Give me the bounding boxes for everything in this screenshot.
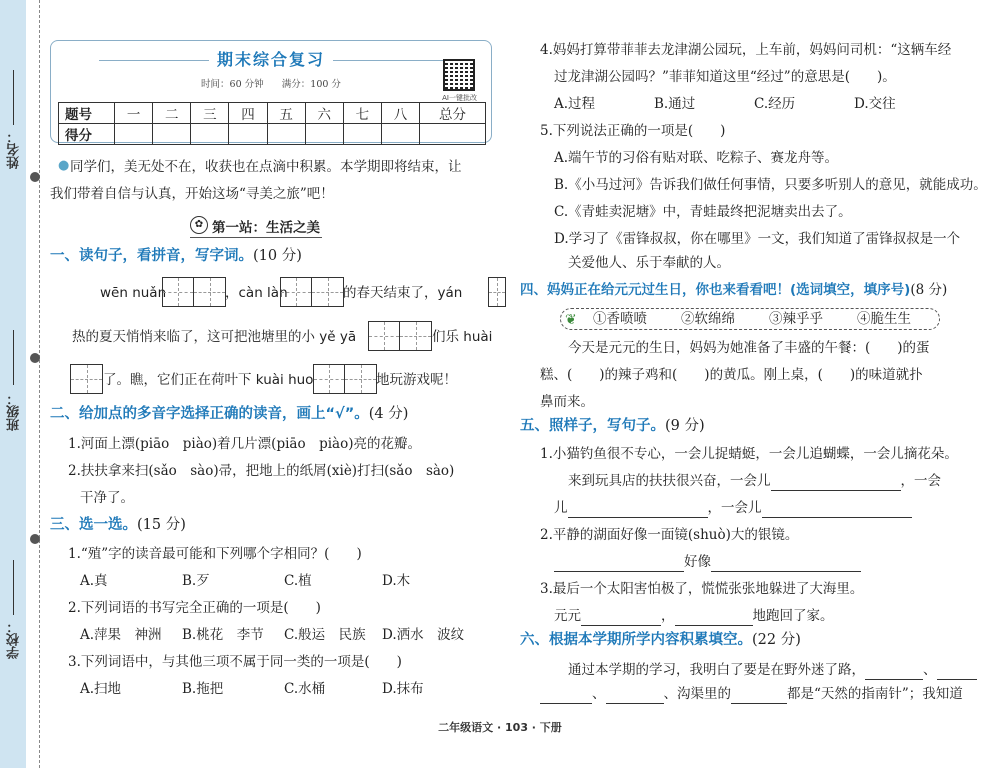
score-cell[interactable] [191,124,229,145]
location-pin-icon: ● [58,158,70,173]
answer-prompt: ，一会儿 [707,500,762,516]
passage-line: 今天是元元的生日，妈妈为她准备了丰盛的午餐：( )的蛋 [568,340,930,356]
option-c[interactable]: C.经历 [754,96,796,112]
passage-fragment: 都是“天然的指南针”；我知道 [787,686,963,702]
page-footer: 二年级语文 · 103 · 下册 [438,721,562,734]
tianzige-box[interactable] [70,364,103,394]
section-title: 一、读句子，看拼音，写字词。 [50,248,253,264]
table-cell: 总分 [420,103,486,124]
section-points: (8 分) [910,282,948,298]
answer-prompt: ，一会 [900,473,941,489]
section-title: 四、妈妈正在给元元过生日，你也来看看吧！(选词填空，填序号) [520,282,911,298]
answer-prompt: 儿 [554,500,568,516]
passage-fragment: 、沟渠里的 [663,686,731,702]
table-cell: 三 [191,103,229,124]
option-d[interactable]: D.抹布 [382,681,424,697]
table-cell: 八 [381,103,419,124]
section-points: (9 分) [665,418,705,434]
section-heading [520,416,705,436]
question-text: 2.扶扶拿来扫(sǎo sào)帚，把地上的纸屑(xiè)打扫(sǎo sào) [68,463,455,479]
section-heading [520,280,947,300]
answer-prompt: 好像 [684,554,711,570]
section-title: 五、照样子，写句子。 [520,418,665,434]
pinyin-text: 们乐 huài [432,329,493,345]
section-title: 三、选一选。 [50,517,137,533]
pinyin-text: 的春天结束了，yán [343,285,463,301]
exam-full-score: 满分：100 分 [281,79,341,90]
question-text: 3.最后一个太阳害怕极了，慌慌张张地躲进了大海里。 [540,581,864,597]
answer-blank[interactable] [731,688,787,704]
section-title: 二、给加点的多音字选择正确的读音，画上“√”。 [50,406,369,422]
option-d[interactable]: D.洒水 波纹 [382,627,465,643]
section-heading [50,246,302,266]
answer-blank[interactable] [762,502,912,518]
question-text: 3.下列词语中，与其他三项不属于同一类的一项是( ) [68,654,402,670]
intro-line: 我们带着自信与认真，开始这场“寻美之旅”吧！ [50,186,334,202]
option-a[interactable]: A.真 [80,573,108,589]
option-d[interactable]: D.交往 [854,96,896,112]
binding-hole [30,534,40,544]
answer-prompt: 来到玩具店的扶扶很兴奋，一会儿 [568,473,771,489]
leaf-icon: ❦ [565,312,577,328]
answer-blank[interactable] [937,664,977,680]
section-points: (10 分) [253,248,302,264]
answer-line: 元元 ， 地跑回了家。 [554,608,834,624]
score-cell[interactable] [267,124,305,145]
answer-blank[interactable] [606,688,664,704]
word-option: ①香喷喷 [593,311,647,327]
answer-prompt: 地跑回了家。 [752,608,834,624]
table-cell: 七 [343,103,381,124]
option-c[interactable]: C.水桶 [284,681,326,697]
option-b[interactable]: B.《小马过河》告诉我们做任何事情，只要多听别人的意见，就能成功。 [554,177,987,193]
intro-line: 同学们，美无处不在，收获也在点滴中积累。本学期即将结束，让 [70,159,462,175]
station-label: 第一站：生活之美 [212,220,320,236]
option-c[interactable]: C.般运 民族 [284,627,366,643]
class-line [13,330,14,385]
tianzige-box[interactable] [488,277,506,307]
table-cell: 二 [153,103,191,124]
section-title: 六、根据本学期所学内容积累填空。 [520,632,752,648]
option-a[interactable]: A.过程 [554,96,596,112]
station-title [190,216,322,238]
option-a[interactable]: A.扫地 [80,681,122,697]
exam-time: 时间：60 分钟 [201,79,264,90]
option-b[interactable]: B.拖把 [182,681,224,697]
question-text: 2.平静的湖面好像一面镜(shuò)大的银镜。 [540,527,799,543]
option-b[interactable]: B.通过 [654,96,696,112]
table-row [59,103,486,124]
pinyin-text: 了。瞧，它们正在荷叶下 kuài huo [103,372,314,388]
score-cell[interactable] [343,124,381,145]
question-text: 2.下列词语的书写完全正确的一项是( ) [68,600,321,616]
exam-title: 期末综合复习 [51,47,491,70]
answer-prompt: 元元 [554,608,581,624]
class-label: 班级： [7,392,22,431]
option-d-cont: 关爱他人、乐于奉献的人。 [568,255,730,271]
table-cell: 五 [267,103,305,124]
score-cell[interactable] [305,124,343,145]
table-cell: 得分 [59,124,115,145]
question-text: 4.妈妈打算带菲菲去龙津湖公园玩，上车前，妈妈问司机：“这辆车经 [540,42,952,58]
score-cell[interactable] [115,124,153,145]
binding-hole [30,353,40,363]
score-cell[interactable] [229,124,267,145]
option-d[interactable]: D.木 [382,573,411,589]
answer-line [568,471,941,491]
table-cell: 四 [229,103,267,124]
option-a[interactable]: A.萍果 神洲 [80,627,162,643]
section-points: (4 分) [368,406,409,422]
school-line [13,560,14,615]
section-heading [50,515,186,535]
answer-blank[interactable] [675,610,753,626]
question-text: 5.下列说法正确的一项是( ) [540,123,726,139]
answer-blank[interactable] [771,475,901,491]
table-cell: 一 [115,103,153,124]
section-points: (15 分) [137,517,186,533]
pinyin-text: 地玩游戏呢！ [376,372,457,388]
section-heading [50,404,408,424]
section-points: (22 分) [752,632,801,648]
flower-icon: ✿ [190,216,208,234]
option-b[interactable]: B.桃花 李节 [182,627,264,643]
table-cell: 题号 [59,103,115,124]
word-option: ④脆生生 [857,311,911,327]
table-cell: 六 [305,103,343,124]
passage-line: 糕、( )的辣子鸡和( )的黄瓜。刚上桌，( )的味道就扑 [540,367,923,383]
question-text: 1.“殖”字的读音最可能和下列哪个字相同？( ) [68,546,362,562]
pinyin-text: wēn nuǎn [100,285,167,301]
answer-blank[interactable] [711,556,861,572]
table-row [59,124,486,145]
name-line [13,70,14,125]
tianzige-box[interactable] [162,277,226,307]
tianzige-box[interactable] [368,321,432,351]
option-b[interactable]: B.歹 [182,573,210,589]
answer-blank[interactable] [568,502,708,518]
score-cell[interactable] [420,124,486,145]
pinyin-text: ，càn làn [225,285,288,301]
question-text: 1.河面上漂(piāo piào)着几片漂(piāo piào)亮的花瓣。 [68,436,421,452]
binding-strip [0,0,40,768]
school-label: 学校： [7,620,22,659]
score-cell[interactable] [381,124,419,145]
pinyin-text: 热的夏天悄悄来临了，这可把池塘里的小 yě yā [72,329,357,345]
answer-blank[interactable] [865,664,923,680]
answer-blank[interactable] [554,556,684,572]
question-text: 干净了。 [80,490,134,506]
answer-line [554,498,912,518]
section-heading [520,630,801,650]
passage-line: 通过本学期的学习，我明白了要是在野外迷了路， [568,662,865,678]
passage-line: 鼻而来。 [540,394,594,410]
score-table [58,102,486,145]
qr-caption: AI一键批改 [442,94,477,102]
tianzige-box[interactable] [313,364,377,394]
option-c[interactable]: C.植 [284,573,312,589]
word-option: ③辣乎乎 [769,311,823,327]
word-bank [560,308,940,330]
qr-code-icon[interactable] [443,59,475,91]
answer-blank[interactable] [540,688,592,704]
name-label: 姓名： [7,130,22,169]
answer-line: 通过本学期的学习，我明白了要是在野外迷了路， 、 [568,660,977,680]
answer-blank[interactable] [581,610,661,626]
binding-hole [30,172,40,182]
option-d[interactable]: D.学习了《雷锋叔叔，你在哪里》一文，我们知道了雷锋叔叔是一个 [554,231,961,247]
tianzige-box[interactable] [280,277,344,307]
score-cell[interactable] [153,124,191,145]
word-option: ②软绵绵 [681,311,735,327]
answer-line [540,684,963,704]
exam-meta [51,76,491,90]
option-c[interactable]: C.《青蛙卖泥塘》中，青蛙最终把泥塘卖出去了。 [554,204,852,220]
question-text: 过龙津湖公园吗？”菲菲知道这里“经过”的意思是( )。 [554,69,896,85]
question-text: 1.小猫钓鱼很不专心，一会儿捉蜻蜓，一会儿追蝴蝶，一会儿摘花朵。 [540,446,958,462]
passage-fragment: 、 [592,686,606,702]
option-a[interactable]: A.端午节的习俗有贴对联、吃粽子、赛龙舟等。 [554,150,839,166]
answer-line [554,552,861,572]
